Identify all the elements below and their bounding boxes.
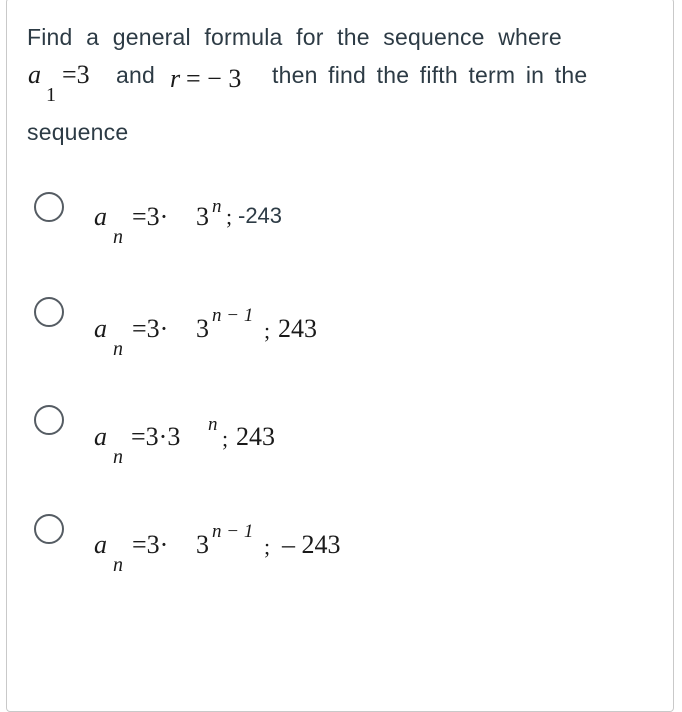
question-line-2-tail: then find the fifth term in the (272, 62, 588, 88)
option-1-exponent: n (212, 196, 222, 217)
option-1-base: 3 (196, 202, 209, 231)
option-3-answer: 243 (236, 422, 275, 451)
option-2-subscript: n (113, 338, 123, 360)
option-2-base: 3 (196, 314, 209, 343)
option-3-exponent: n (208, 414, 218, 435)
a1-subscript: 1 (46, 84, 56, 106)
radio-option-3[interactable] (34, 405, 64, 435)
option-4-subscript: n (113, 554, 123, 576)
a1-value: =3 (62, 60, 90, 89)
option-1-lhs: a (94, 202, 107, 231)
option-2-lhs: a (94, 314, 107, 343)
option-4-answer: – 243 (282, 530, 341, 559)
option-2-separator: ; (264, 318, 271, 343)
option-3-subscript: n (113, 446, 123, 468)
and-word: and (116, 62, 155, 88)
option-4-lhs: a (94, 530, 107, 559)
option-4-base: 3 (196, 530, 209, 559)
option-4-separator: ; (264, 534, 271, 559)
a1-symbol: a (28, 60, 41, 89)
radio-option-4[interactable] (34, 514, 64, 544)
option-2-equals: =3· (132, 314, 169, 343)
option-1-separator: ; (226, 204, 233, 229)
option-1-answer: -243 (238, 203, 283, 228)
option-1-subscript: n (113, 226, 123, 248)
option-3-equals: =3·3 (131, 422, 181, 451)
r-symbol: r (170, 64, 181, 93)
option-3-separator: ; (222, 426, 229, 451)
option-2-answer: 243 (278, 314, 317, 343)
question-line-3: sequence (27, 119, 129, 145)
option-2-exponent: n − 1 (212, 305, 254, 326)
question-line-1: Find a general formula for the sequence where (27, 24, 562, 50)
option-3-lhs: a (94, 422, 107, 451)
option-4-equals: =3· (132, 530, 169, 559)
question-card (6, 0, 674, 712)
radio-option-2[interactable] (34, 297, 64, 327)
option-1-equals: =3· (132, 202, 169, 231)
r-value: = − 3 (186, 64, 242, 93)
option-4-exponent: n − 1 (212, 521, 254, 542)
radio-option-1[interactable] (34, 192, 64, 222)
